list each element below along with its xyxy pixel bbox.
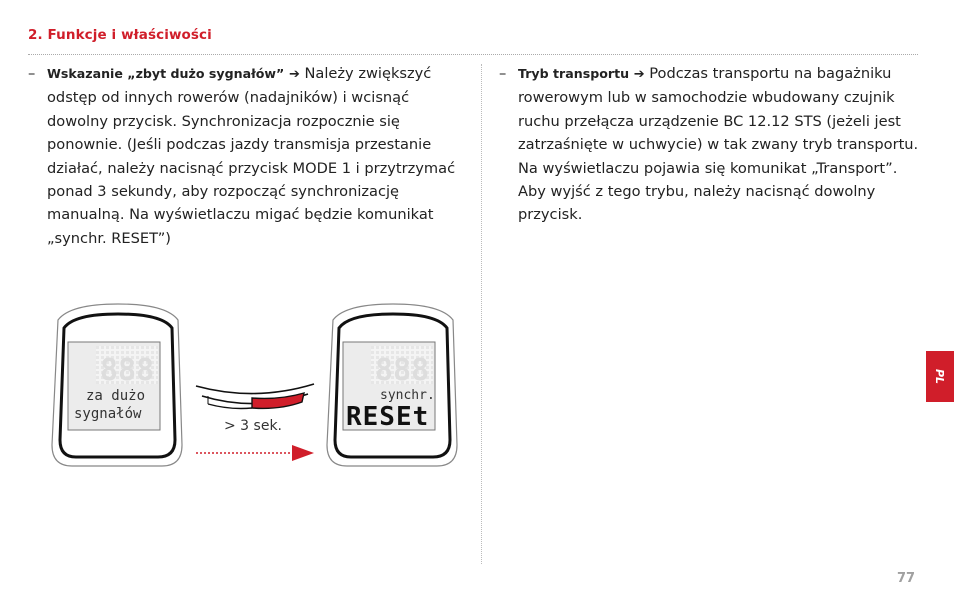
bike-computer-device-right bbox=[327, 304, 457, 466]
language-tab bbox=[926, 351, 954, 402]
lcd-line-2: RESEt bbox=[346, 402, 430, 432]
bullet-term: Wskazanie „zbyt dużo sygnałów” bbox=[47, 66, 285, 81]
lcd-line-1: za dużo bbox=[86, 388, 146, 404]
language-tab-label: PL bbox=[933, 368, 947, 385]
bullet-dash: – bbox=[499, 65, 507, 82]
arrow-right-icon: ➔ bbox=[633, 67, 645, 82]
bullet-term: Tryb transportu bbox=[518, 66, 630, 81]
bullet-text: Podczas transportu na bagażniku rowerowym lub w samochodzie wbudowany czujnik ruchu przełącza urządzenie BC 12.12 STS (jeżeli jest zatrzaśnięte w uchwycie) w tak zwany tryb transportu. Na wyświetlaczu pojawia się komunikat „Transport”. Aby wyjść z tego trybu, należy nacisnąć dowolny przycisk. bbox=[518, 65, 919, 224]
arrow-right-icon: ➔ bbox=[288, 67, 300, 82]
bike-computer-device-left bbox=[52, 304, 182, 466]
mode-button-press bbox=[196, 384, 314, 409]
svg-text:888: 888 bbox=[375, 353, 430, 388]
section-title: 2. Funkcje i właściwości bbox=[28, 27, 212, 43]
lcd-line-1: synchr. bbox=[380, 388, 435, 403]
lcd-line-2: sygnałów bbox=[74, 406, 142, 422]
svg-text:888: 888 bbox=[100, 353, 155, 388]
transition-arrow bbox=[196, 445, 314, 461]
page-number: 77 bbox=[897, 571, 916, 586]
bullet-text: Należy zwiększyć odstęp od innych rowerów (nadajników) i wcisnąć dowolny przycisk. Synchronizacja rozpocznie się ponownie. (Jeśli podczas jazdy transmisja przestanie działać, należy nacisnąć przycisk MODE 1 i przytrzymać ponad 3 sekundy, aby rozpocząć synchronizację manualną. Na wyświetlaczu migać będzie komunikat „synchr. RESET”) bbox=[47, 65, 456, 247]
bullet-dash: – bbox=[28, 65, 36, 82]
hold-duration-label: > 3 sek. bbox=[224, 418, 283, 434]
